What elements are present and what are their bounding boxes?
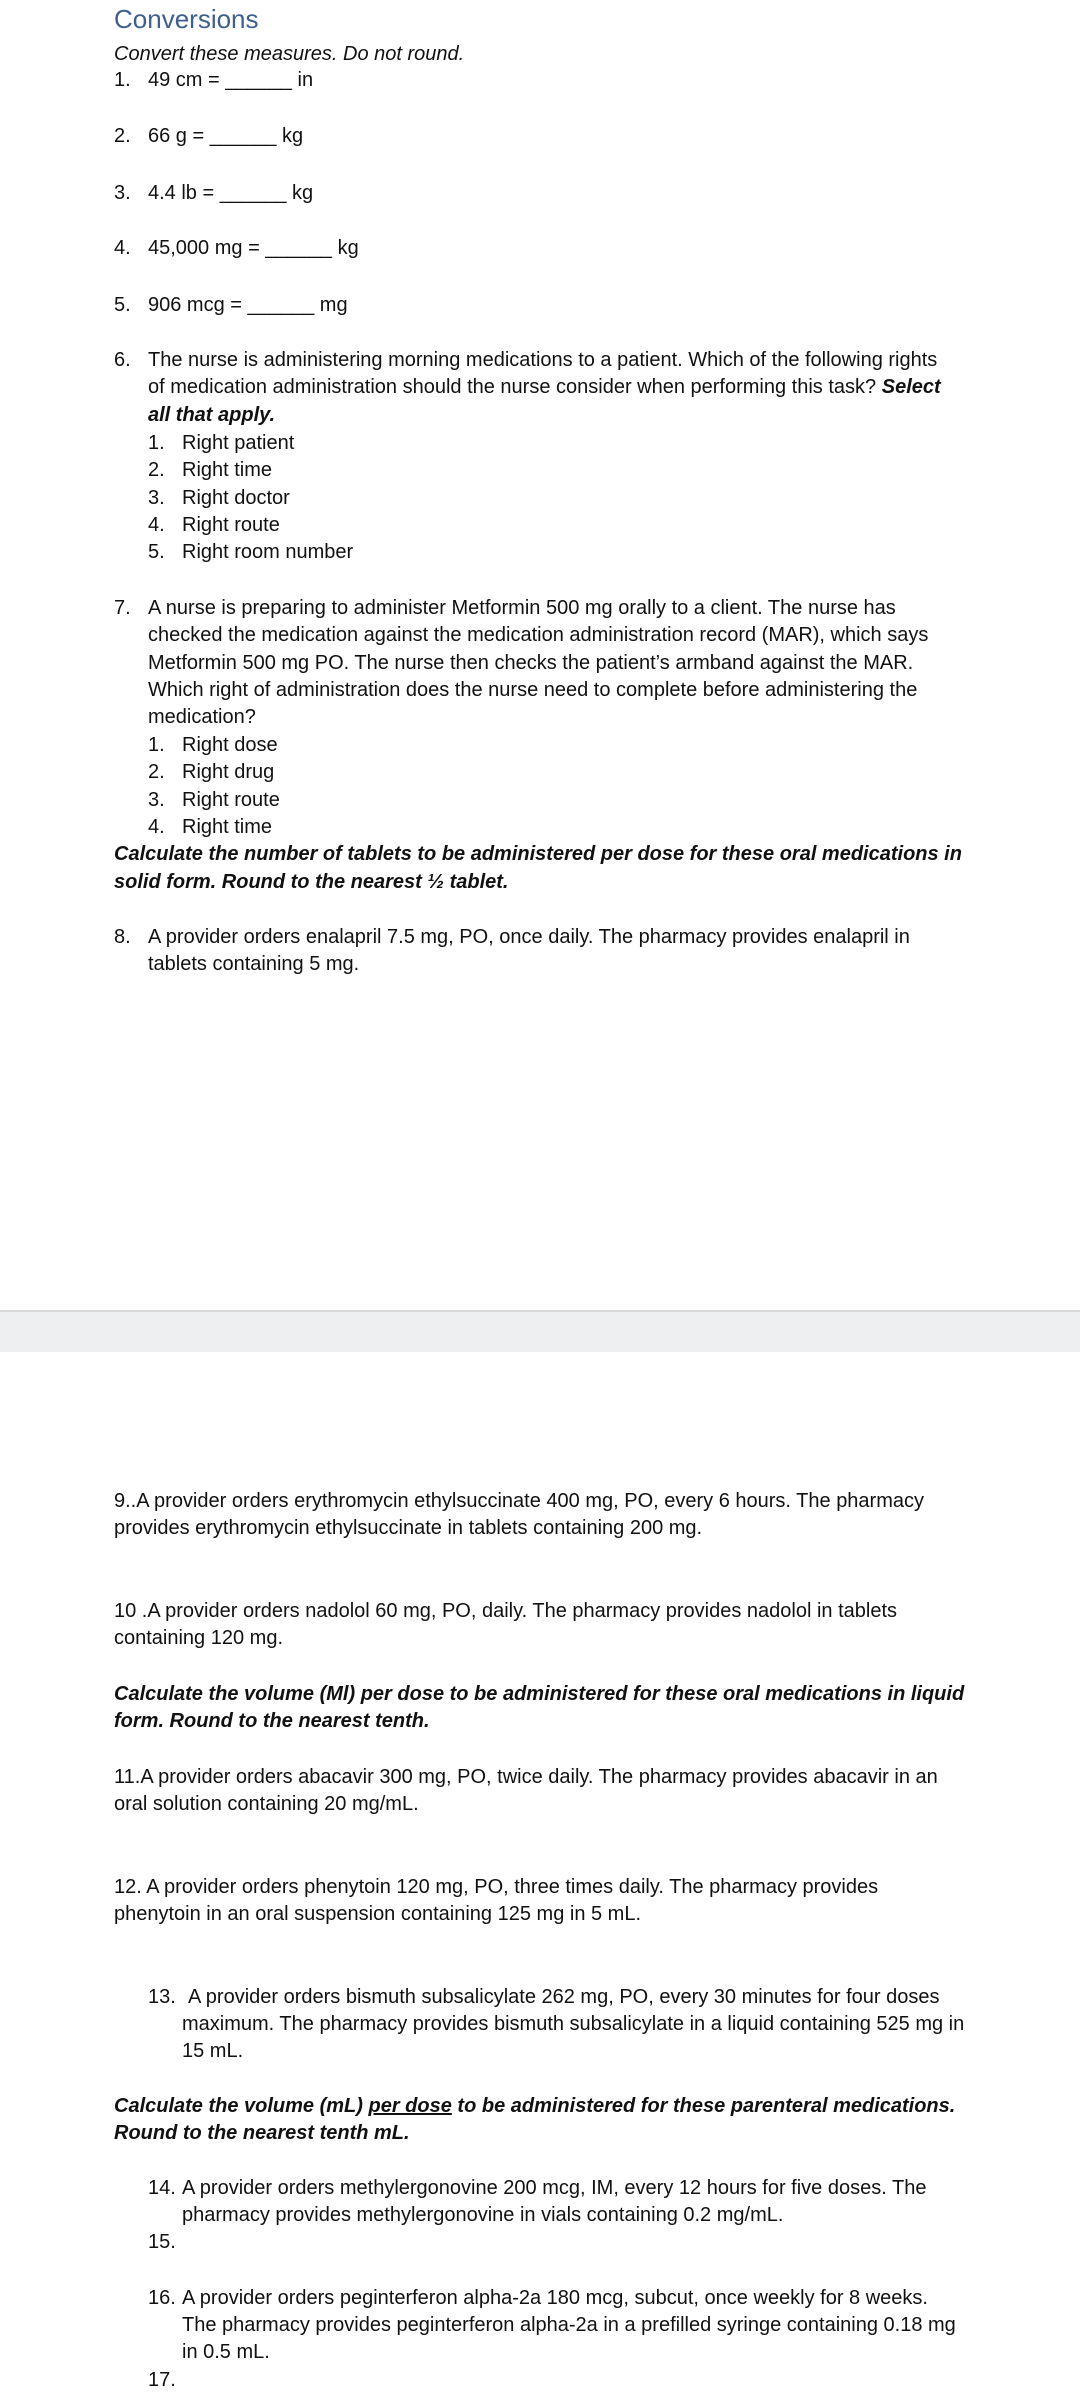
option: Right patient: [182, 432, 295, 454]
question-7-line: Metformin 500 mg PO. The nurse then checks the patient’s armband against the MAR.: [148, 652, 914, 674]
per-dose-emphasis: per dose: [368, 2095, 452, 2117]
conversion-number: 2.: [114, 125, 131, 147]
question-number: 7.: [114, 597, 131, 619]
option-number: 1.: [148, 734, 165, 756]
conversion-item: 66 g = ______ kg: [148, 125, 304, 147]
section-heading-parenteral: Calculate the volume (mL) per dose to be administered for these parenteral medications.: [114, 2095, 956, 2117]
option: Right route: [182, 789, 280, 811]
section-heading-parenteral-2: Round to the nearest tenth mL.: [114, 2122, 410, 2144]
question-number: 13.: [148, 1986, 176, 2008]
conversion-number: 4.: [114, 237, 131, 259]
question-number: 6.: [114, 349, 131, 371]
option-number: 4.: [148, 816, 165, 838]
question-number: 17.: [148, 2369, 176, 2391]
question-6-line: The nurse is administering morning medications to a patient. Which of the following rights: [148, 349, 938, 371]
option-number: 3.: [148, 789, 165, 811]
question-12-line: 12. A provider orders phenytoin 120 mg, PO, three times daily. The pharmacy provides: [114, 1876, 879, 1898]
option-number: 4.: [148, 514, 165, 536]
question-number: 8.: [114, 926, 131, 948]
select-instruction: Select: [881, 376, 941, 398]
question-7-line: Which right of administration does the nurse need to complete before administering the: [148, 679, 918, 701]
conversion-item: 49 cm = ______ in: [148, 69, 314, 91]
option-number: 2.: [148, 761, 165, 783]
conversion-item: 45,000 mg = ______ kg: [148, 237, 359, 259]
section-heading-liquid: Calculate the volume (Ml) per dose to be administered for these oral medications in liquid: [114, 1683, 965, 1705]
question-16-line: The pharmacy provides peginterferon alpha-2a in a prefilled syringe containing 0.18 mg: [182, 2314, 956, 2336]
conversion-number: 5.: [114, 294, 131, 316]
option-number: 5.: [148, 541, 165, 563]
option: Right time: [182, 459, 273, 481]
option: Right dose: [182, 734, 278, 756]
page-break: [0, 1310, 1080, 1354]
question-6-line-2: of medication administration should the nurse consider when performing this task? Select: [148, 376, 941, 398]
option-number: 1.: [148, 432, 165, 454]
option: Right time: [182, 816, 273, 838]
section-heading-tablets-2: solid form. Round to the nearest ½ tablet.: [114, 871, 509, 893]
question-13-line: 15 mL.: [182, 2040, 244, 2062]
option: Right doctor: [182, 487, 290, 509]
question-9-line: 9..A provider orders erythromycin ethylsuccinate 400 mg, PO, every 6 hours. The pharmacy: [114, 1490, 924, 1512]
question-7-line: medication?: [148, 706, 256, 728]
conversion-item: 4.4 lb = ______ kg: [148, 182, 314, 204]
option: Right route: [182, 514, 280, 536]
option: Right room number: [182, 541, 354, 563]
question-14-line: A provider orders methylergonovine 200 mcg, IM, every 12 hours for five doses. The: [182, 2177, 927, 2199]
question-9-line: provides erythromycin ethylsuccinate in tablets containing 200 mg.: [114, 1517, 703, 1539]
option-number: 3.: [148, 487, 165, 509]
conversion-number: 1.: [114, 69, 131, 91]
question-11-line: oral solution containing 20 mg/mL.: [114, 1793, 419, 1815]
question-13-line: A provider orders bismuth subsalicylate 262 mg, PO, every 30 minutes for four doses: [188, 1986, 940, 2008]
question-number: 14.: [148, 2177, 176, 2199]
question-8-line: A provider orders enalapril 7.5 mg, PO, once daily. The pharmacy provides enalapril in: [148, 926, 910, 948]
question-14-line: pharmacy provides methylergonovine in vials containing 0.2 mg/mL.: [182, 2204, 784, 2226]
conversion-number: 3.: [114, 182, 131, 204]
conversion-item: 906 mcg = ______ mg: [148, 294, 348, 316]
question-7-line: checked the medication against the medication administration record (MAR), which says: [148, 624, 929, 646]
document-page-2: [0, 1352, 1080, 2400]
question-13-line: maximum. The pharmacy provides bismuth subsalicylate in a liquid containing 525 mg in: [182, 2013, 965, 2035]
question-10-line: containing 120 mg.: [114, 1627, 284, 1649]
section-heading-tablets: Calculate the number of tablets to be administered per dose for these oral medications in: [114, 843, 962, 865]
question-8-line: tablets containing 5 mg.: [148, 953, 360, 975]
question-number: 16.: [148, 2287, 176, 2309]
option-number: 2.: [148, 459, 165, 481]
question-number: 15.: [148, 2231, 176, 2253]
question-10-line: 10 .A provider orders nadolol 60 mg, PO, daily. The pharmacy provides nadolol in tablets: [114, 1600, 898, 1622]
section-heading-liquid-2: form. Round to the nearest tenth.: [114, 1710, 430, 1732]
instructions: Convert these measures. Do not round.: [114, 43, 465, 65]
question-16-line: A provider orders peginterferon alpha-2a 180 mcg, subcut, once weekly for 8 weeks.: [182, 2287, 928, 2309]
question-12-line: phenytoin in an oral suspension containing 125 mg in 5 mL.: [114, 1903, 642, 1925]
option: Right drug: [182, 761, 275, 783]
question-16-line: in 0.5 mL.: [182, 2341, 270, 2363]
question-11-line: 11.A provider orders abacavir 300 mg, PO, twice daily. The pharmacy provides abacavir in an: [114, 1766, 938, 1788]
select-instruction-cont: all that apply.: [148, 404, 276, 426]
question-7-line: A nurse is preparing to administer Metformin 500 mg orally to a client. The nurse has: [148, 597, 896, 619]
page-title: Conversions: [114, 4, 259, 34]
